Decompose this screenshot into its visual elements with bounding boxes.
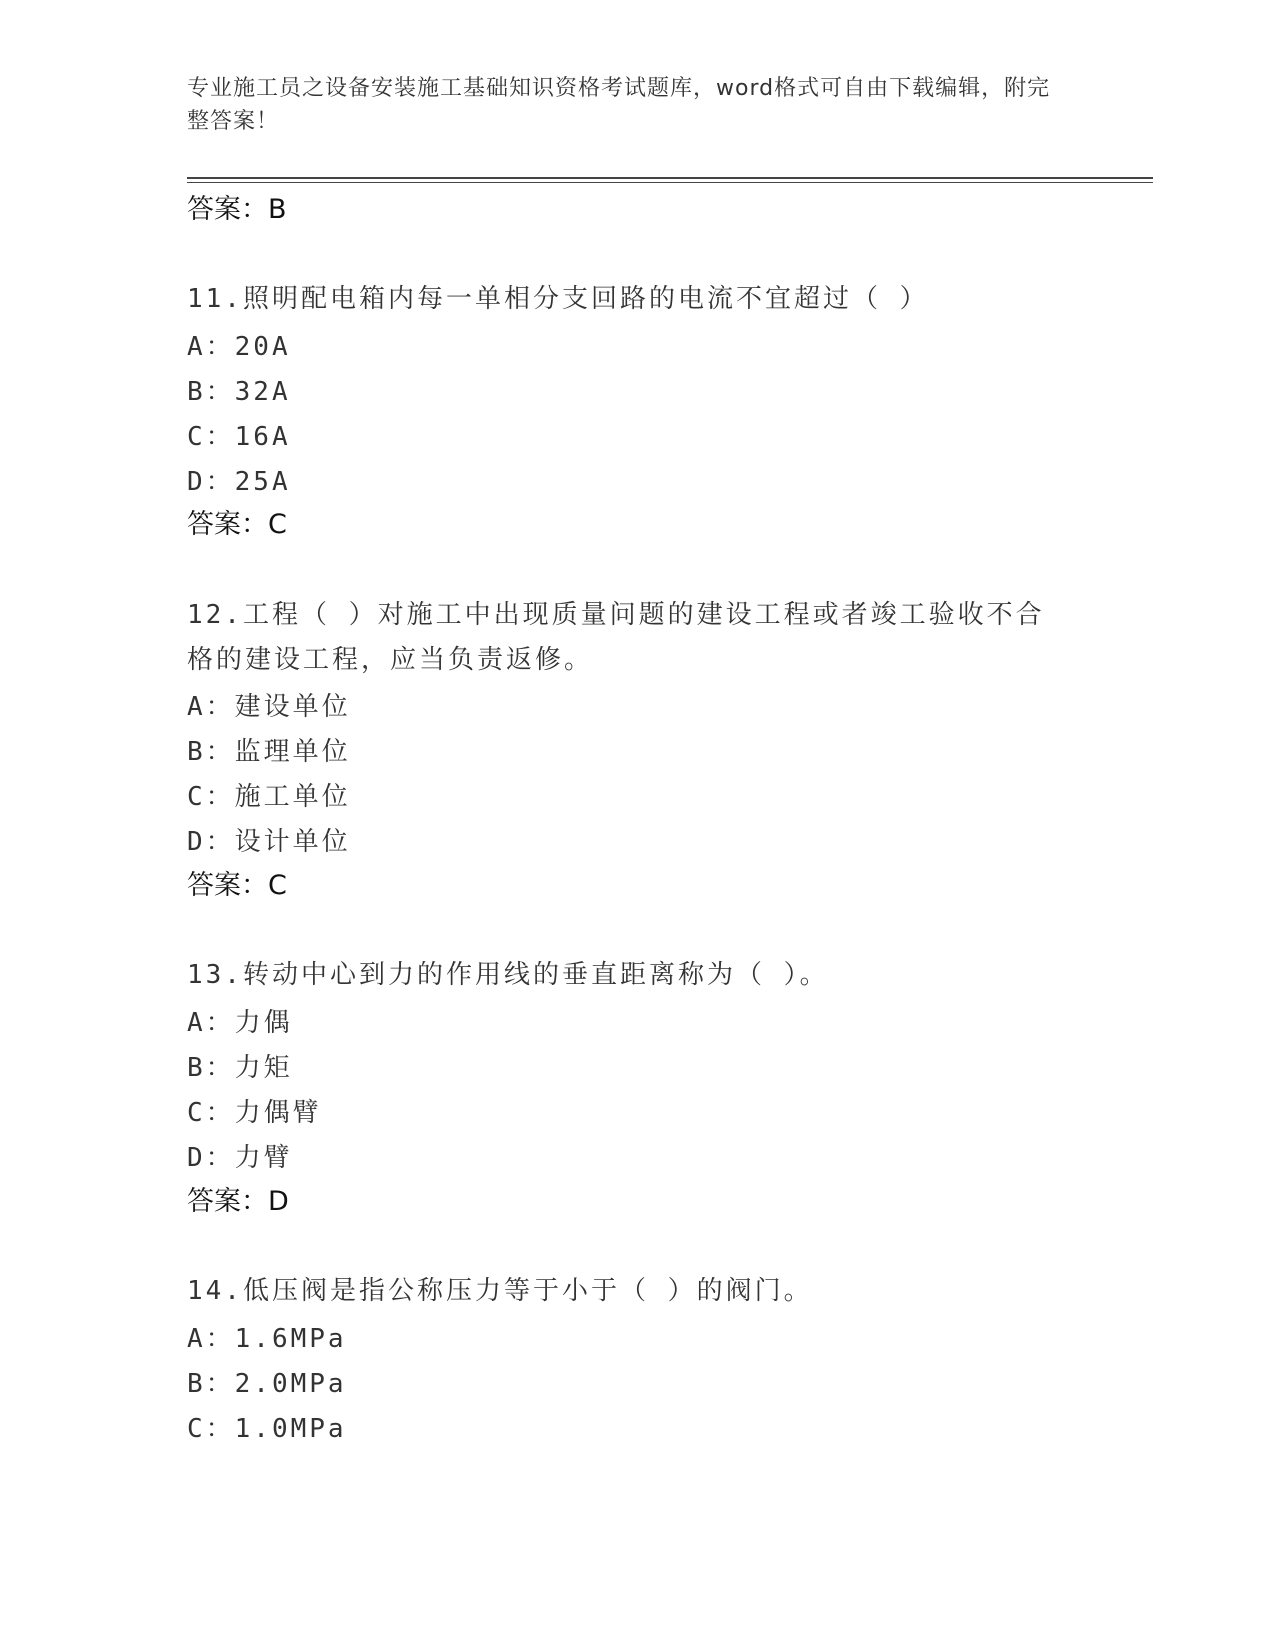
question-12-option-b: B：监理单位: [187, 737, 351, 767]
document-header: 专业施工员之设备安装施工基础知识资格考试题库，word格式可自由下载编辑，附完整答案！: [187, 76, 1051, 134]
question-12-option-c: C：施工单位: [187, 782, 351, 812]
question-11-option-a: A：20A: [187, 332, 291, 362]
question-13-option-b: B：力矩: [187, 1053, 293, 1083]
question-13-option-d: D：力臂: [187, 1143, 293, 1173]
header-divider-thick: [187, 177, 1153, 179]
question-13-text: 13.转动中心到力的作用线的垂直距离称为（ ）。: [187, 960, 829, 990]
question-14-option-a: A：1.6MPa: [187, 1324, 347, 1354]
question-12-option-d: D：设计单位: [187, 827, 351, 857]
question-13-option-c: C：力偶臂: [187, 1098, 322, 1128]
question-12-text: 12.工程（ ）对施工中出现质量问题的建设工程或者竣工验收不合格的建设工程，应当负责返修。: [187, 600, 1045, 675]
question-11-option-c: C：16A: [187, 422, 291, 452]
question-14-option-c: C：1.0MPa: [187, 1414, 347, 1444]
question-12-option-a: A：建设单位: [187, 692, 351, 722]
question-11-answer: 答案：C: [187, 509, 287, 540]
question-13-option-a: A：力偶: [187, 1008, 293, 1038]
header-divider-thin: [187, 182, 1153, 183]
answer-prev: 答案：B: [187, 194, 287, 225]
question-13-answer: 答案：D: [187, 1186, 289, 1217]
question-11-option-b: B：32A: [187, 377, 291, 407]
question-12-answer: 答案：C: [187, 870, 287, 901]
question-11-option-d: D：25A: [187, 467, 291, 497]
question-11-text: 11.照明配电箱内每一单相分支回路的电流不宜超过（ ）: [187, 284, 929, 314]
question-14-option-b: B：2.0MPa: [187, 1369, 347, 1399]
question-14-text: 14.低压阀是指公称压力等于小于（ ）的阀门。: [187, 1276, 813, 1306]
